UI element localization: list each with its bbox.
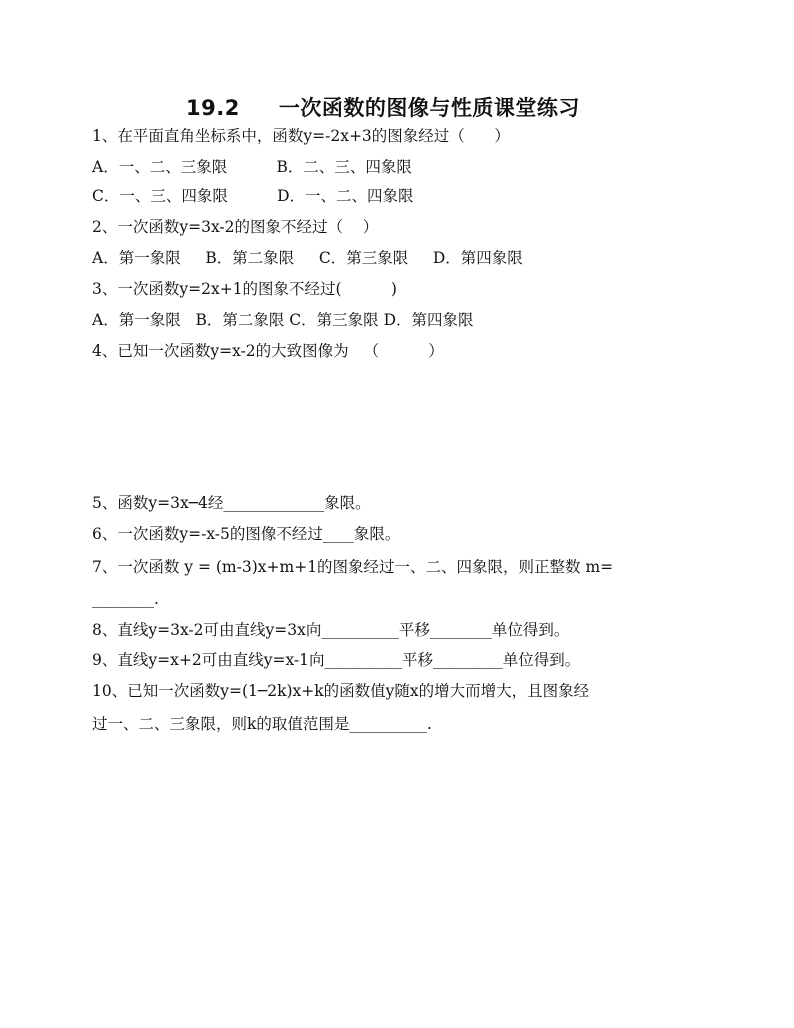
question-10: 10、已知一次函数y=(1─2k)x+k的函数值y随x的增大而增大，且图象经 xyxy=(92,682,590,700)
question-7: 7、一次函数 y = (m-3)x+m+1的图象经过一、二、四象限，则正整数 m= xyxy=(92,558,614,576)
question-1-options-ab: A．一、二、三象限 B．二、三、四象限 xyxy=(92,158,412,176)
question-8: 8、直线y=3x-2可由直线y=3x向__________平移________单位得到。 xyxy=(92,621,570,639)
question-4: 4、已知一次函数y=x-2的大致图像为 （ ） xyxy=(92,342,444,360)
question-2-options: A．第一象限 B．第二象限 C．第三象限 D．第四象限 xyxy=(92,249,523,267)
question-7-blank: ________. xyxy=(92,590,159,608)
question-10-continued: 过一、二、三象限，则k的取值范围是__________. xyxy=(92,715,432,733)
question-1: 1、在平面直角坐标系中，函数y=-2x+3的图象经过（ ） xyxy=(92,127,510,145)
question-6: 6、一次函数y=-x-5的图像不经过____象限。 xyxy=(92,525,401,543)
question-9: 9、直线y=x+2可由直线y=x-1向__________平移_________单位得到。 xyxy=(92,651,581,669)
question-1-options-cd: C．一、三、四象限 D．一、二、四象限 xyxy=(92,187,414,205)
page-title: 19.2 一次函数的图像与性质课堂练习 xyxy=(186,96,580,120)
question-5: 5、函数y=3x─4经_____________象限。 xyxy=(92,494,371,512)
question-3-options: A．第一象限 B．第二象限 C．第三象限 D．第四象限 xyxy=(92,311,474,329)
question-3: 3、一次函数y=2x+1的图象不经过( ) xyxy=(92,280,397,298)
question-2: 2、一次函数y=3x-2的图象不经过（ ） xyxy=(92,218,379,236)
